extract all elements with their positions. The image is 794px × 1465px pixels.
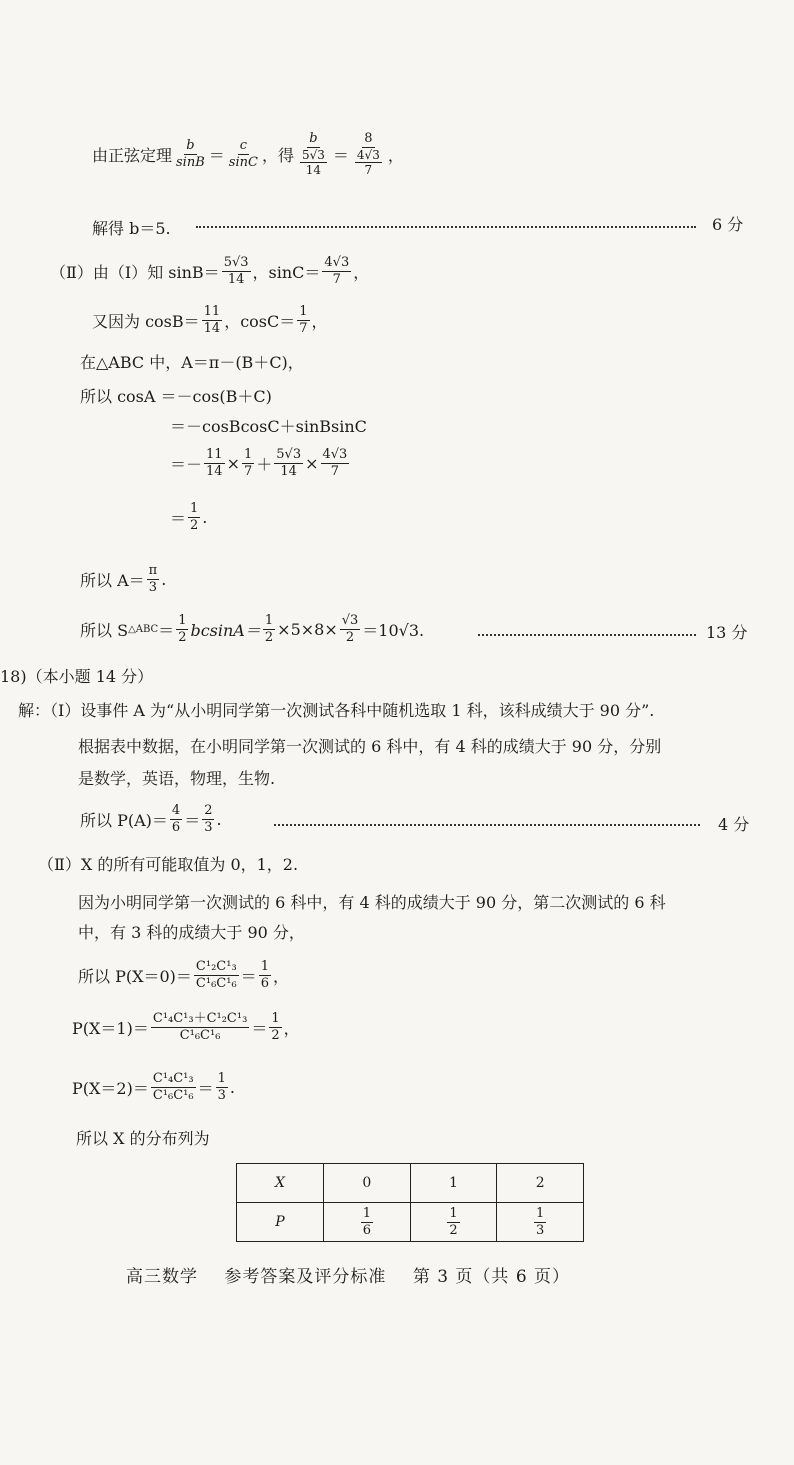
score-6: 6 分 [712,215,744,234]
table-cell: $\frac{1}{6}$ [324,1203,411,1242]
fraction-4-6: $\frac{4}{6}$ [171,803,181,835]
solve-b-line: 解得 b＝5. [92,219,171,238]
table-cell: 0 [324,1164,411,1203]
q18-part2: （Ⅱ）X 的所有可能取值为 0，1，2. [38,855,299,874]
fraction-5sqrt3-14: $\frac{5√3}{14}$ [276,447,302,479]
fraction-1-6: $\frac{1}{6}$ [260,959,269,991]
sine-law-line: 由正弦定理 $\frac{b}{\sin B}$ ＝ $\frac{c}{\sin C}$ ，得 $\frac{b}{\frac{5√3}{14}}$ ＝ $\frac{8}{\frac{4√3}{7}}$ ， [92,131,404,178]
fraction-1-2-b: $\frac{1}{2}$ [264,613,274,645]
fraction-sinB: $\frac{5√3}{14}$ [223,255,249,287]
fraction-px0: $\frac{\text{C¹₂C¹₃}}{\text{C¹₆C¹₆}}$ [195,959,237,991]
dot-leader [274,824,700,826]
score-13: 13 分 [706,623,748,642]
footer-subject: 高三数学 [126,1267,198,1287]
dist-intro: 所以 X 的分布列为 [76,1129,210,1148]
fraction-1-3: $\frac{1}{3}$ [217,1071,226,1103]
cosA-line-1: 所以 cosA ＝－cos(B＋C) [80,387,272,406]
dot-leader [196,226,696,228]
dot-leader [478,634,696,636]
fraction-1-2-px1: $\frac{1}{2}$ [271,1011,280,1043]
page-footer [126,1262,590,1287]
fraction-8-over-sinC-value: $\frac{8}{\frac{4√3}{7}}$ [356,131,380,178]
fraction-cosC: $\frac{1}{7}$ [299,304,308,336]
fraction-b-sinB: $\frac{b}{\sin B}$ [176,138,205,170]
area-line: 所以 S △ABC ＝ $\frac{1}{2}$ bcsinA＝ $\frac{1}{2}$ ×5×8× $\frac{√3}{2}$ ＝10√3. [80,613,425,645]
sine-law-prefix: 由正弦定理 [92,145,173,165]
A-value-line: 所以 A＝ $\frac{\pi}{3}$ . [80,563,167,595]
table-row [237,1164,584,1203]
cos-line: 又因为 cosB＝ $\frac{11}{14}$ ，cosC＝ $\frac{1}{7}$ ， [92,304,328,336]
fraction-4sqrt3-7: $\frac{4√3}{7}$ [322,447,348,479]
table-header-x: X [237,1164,324,1203]
px2-line: P(X＝2)＝ $\frac{\text{C¹₄C¹₃}}{\text{C¹₆C¹₆}}$ ＝ $\frac{1}{3}$ . [72,1071,235,1103]
sine-law-mid: ，得 [261,145,294,165]
fraction-sinC: $\frac{4√3}{7}$ [324,255,350,287]
fraction-px2: $\frac{\text{C¹₄C¹₃}}{\text{C¹₆C¹₆}}$ [152,1071,194,1103]
q18-data-2: 是数学，英语，物理，生物. [78,769,276,788]
fraction-1-7: $\frac{1}{7}$ [243,447,253,479]
fraction-2-3: $\frac{2}{3}$ [204,803,213,835]
part2-line: （Ⅱ）由（Ⅰ）知 sinB＝ $\frac{5√3}{14}$ ，sinC＝ $\frac{4√3}{7}$ ， [50,255,370,287]
cosA-line-2: ＝－cosBcosC＋sinBsinC [170,417,367,436]
fraction-11-14: $\frac{11}{14}$ [206,447,223,479]
footer-page: 第 3 页（共 6 页） [412,1267,571,1287]
cosA-line-4: ＝ $\frac{1}{2}$ . [170,501,208,533]
fraction-pi-3: $\frac{\pi}{3}$ [148,563,158,595]
q18-title: 18)（本小题 14 分） [0,667,154,686]
q18-because-2: 中，有 3 科的成绩大于 90 分， [78,923,305,942]
score-4: 4 分 [718,815,750,834]
pa-line: 所以 P(A)＝ $\frac{4}{6}$ ＝ $\frac{2}{3}$ . [80,803,222,835]
cosA-line-3: ＝－ $\frac{11}{14}$ × $\frac{1}{7}$ ＋ $\frac{5√3}{14}$ × $\frac{4√3}{7}$ [170,447,348,479]
fraction-1-2: $\frac{1}{2}$ [190,501,199,533]
fraction-b-over-sinB-value: $\frac{b}{\frac{5√3}{14}}$ [301,131,325,178]
q18-part1: 解：（Ⅰ）设事件 A 为“从小明同学第一次测试各科中随机选取 1 科，该科成绩大于 90 分”. [18,701,655,720]
fraction-c-sinC: $\frac{c}{\sin C}$ [228,138,258,170]
table-header-p: P [237,1203,324,1242]
q18-data-1: 根据表中数据，在小明同学第一次测试的 6 科中，有 4 科的成绩大于 90 分，分别 [78,737,662,756]
fraction-sqrt3-2: $\frac{√3}{2}$ [341,613,359,645]
table-cell: 2 [497,1164,584,1203]
px0-line: 所以 P(X＝0)＝ $\frac{\text{C¹₂C¹₃}}{\text{C¹₆C¹₆}}$ ＝ $\frac{1}{6}$ ， [78,959,289,991]
table-cell: $\frac{1}{2}$ [410,1203,497,1242]
distribution-table [236,1163,584,1242]
triangle-line: 在△ABC 中，A＝π－(B＋C)， [80,353,304,372]
px1-line: P(X＝1)＝ $\frac{\text{C¹₄C¹₃＋C¹₂C¹₃}}{\text{C¹₆C¹₆}}$ ＝ $\frac{1}{2}$ ， [72,1011,300,1043]
fraction-cosB: $\frac{11}{14}$ [203,304,221,336]
footer-title: 参考答案及评分标准 [224,1267,387,1287]
fraction-px1: $\frac{\text{C¹₄C¹₃＋C¹₂C¹₃}}{\text{C¹₆C¹₆}}$ [152,1011,248,1043]
fraction-1-2-a: $\frac{1}{2}$ [178,613,187,645]
table-row [237,1203,584,1242]
table-cell: $\frac{1}{3}$ [497,1203,584,1242]
table-cell: 1 [410,1164,497,1203]
q18-because-1: 因为小明同学第一次测试的 6 科中，有 4 科的成绩大于 90 分，第二次测试的 6 科 [78,893,666,912]
